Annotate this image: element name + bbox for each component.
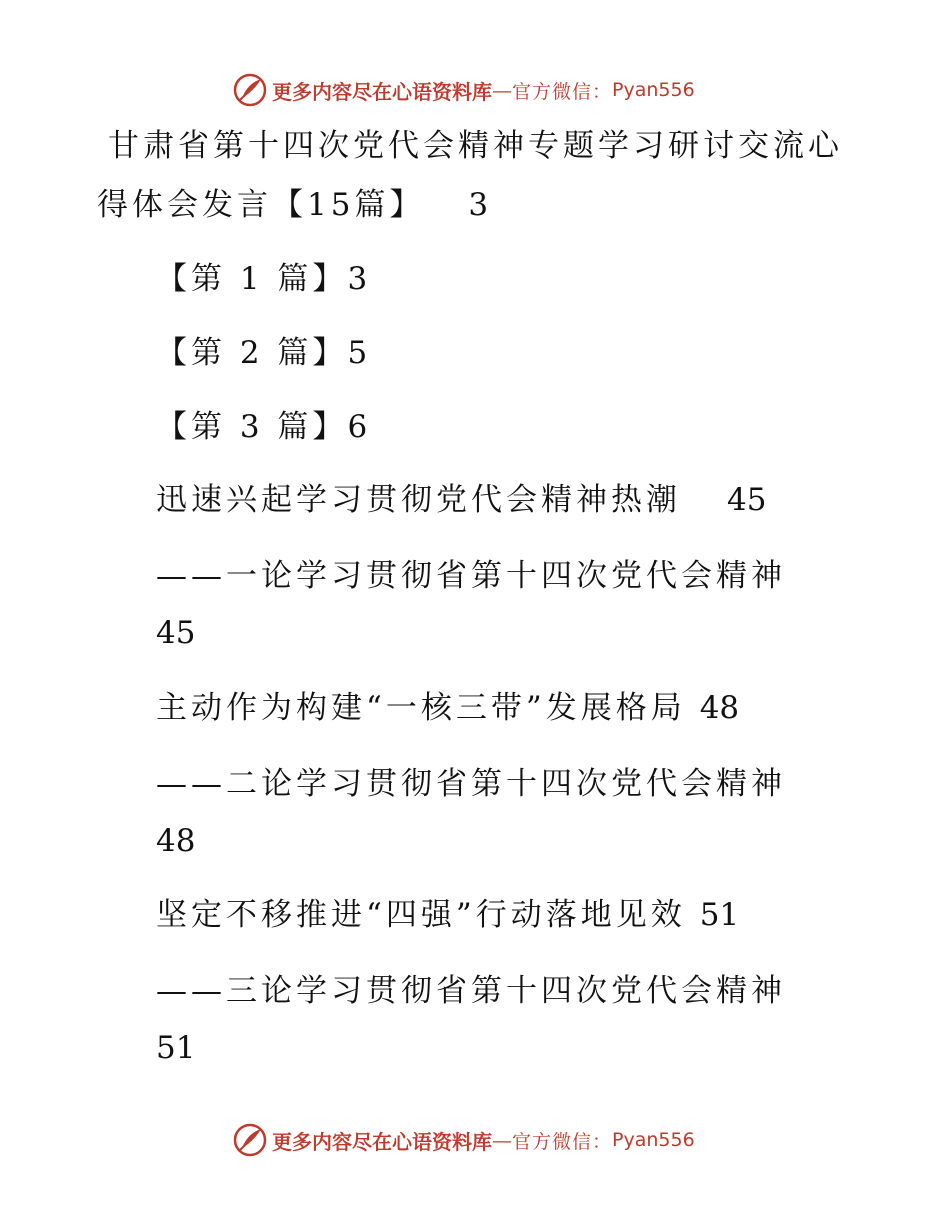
toc-entry[interactable]: [156, 480, 766, 520]
toc-entry-text: ——一论学习贯彻省第十四次党代会精神: [156, 558, 786, 594]
toc-title-line2: [97, 185, 488, 225]
toc-entry[interactable]: [156, 407, 367, 447]
toc-entry-text: 【第 3 篇】: [156, 409, 348, 445]
toc-entry-text: 【第 1 篇】: [156, 261, 348, 297]
toc-entry-text: 坚定不移推进“四强”行动落地见效: [156, 897, 686, 933]
footer-banner: [232, 1121, 695, 1159]
toc-entry[interactable]: [156, 688, 739, 728]
quill-logo-icon: [232, 72, 268, 108]
toc-entry-page-wrap: [156, 821, 195, 861]
toc-entry-text: ——二论学习贯彻省第十四次党代会精神: [156, 766, 786, 802]
banner-wechat-id: Pyan556: [612, 79, 695, 101]
toc-entry-page: 6: [347, 409, 368, 445]
toc-title-text-1: 甘肃省第十四次党代会精神专题学习研讨交流心: [108, 128, 843, 164]
toc-entry-page: 51: [156, 1030, 196, 1066]
toc-title-page: 3: [468, 187, 489, 223]
toc-entry-text: ——三论学习贯彻省第十四次党代会精神: [156, 973, 786, 1009]
banner-wechat-id: Pyan556: [612, 1129, 695, 1151]
banner-wechat-label: 官方微信：: [512, 1130, 613, 1153]
toc-entry-text: 迅速兴起学习贯彻党代会精神热潮: [156, 482, 681, 518]
banner-separator: —: [492, 78, 512, 102]
banner-text: 更多内容尽在心语资料库: [272, 79, 492, 104]
toc-entry-text: 主动作为构建“一核三带”发展格局: [156, 690, 686, 726]
toc-entry[interactable]: [156, 556, 786, 596]
toc-entry-page: 45: [727, 482, 767, 518]
banner-separator: —: [492, 1128, 512, 1152]
toc-entry-page: 51: [699, 897, 740, 933]
banner-text: 更多内容尽在心语资料库: [272, 1129, 492, 1154]
toc-entry[interactable]: [156, 971, 786, 1011]
toc-entry[interactable]: [156, 333, 367, 373]
toc-entry-page: 48: [699, 690, 740, 726]
header-banner: [232, 71, 695, 109]
toc-entry-page: 48: [156, 823, 196, 859]
toc-entry-text: 【第 2 篇】: [156, 335, 348, 371]
toc-title-text-2: 得体会发言【15篇】: [97, 187, 425, 223]
toc-entry[interactable]: [156, 895, 739, 935]
banner-wechat-label: 官方微信：: [512, 80, 613, 103]
toc-entry[interactable]: [156, 764, 786, 804]
toc-entry[interactable]: [156, 259, 367, 299]
toc-entry-page: 5: [347, 335, 368, 371]
toc-entry-page: 45: [156, 615, 196, 651]
toc-title-line1: [108, 126, 843, 166]
toc-entry-page-wrap: [156, 1028, 195, 1068]
toc-entry-page-wrap: [156, 613, 195, 653]
toc-entry-page: 3: [347, 261, 368, 297]
quill-logo-icon: [232, 1122, 268, 1158]
